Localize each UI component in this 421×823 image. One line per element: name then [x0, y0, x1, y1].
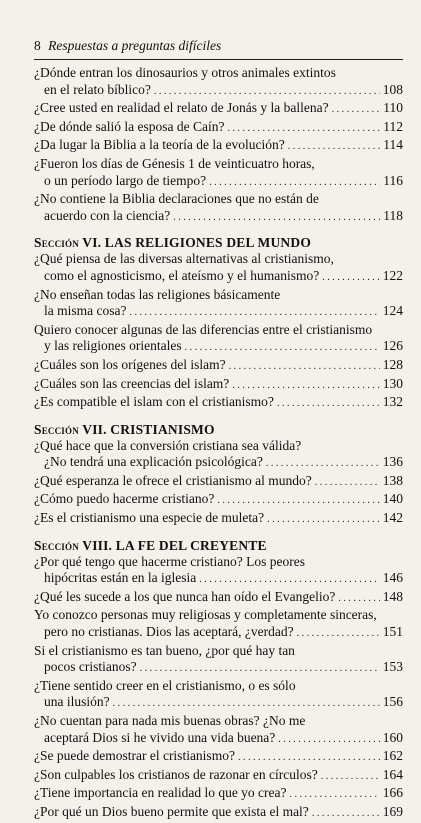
dot-leader — [288, 137, 380, 156]
entry-question-text: ¿De dónde salió la esposa de Caín? — [34, 118, 225, 134]
entry-page-number: 108 — [382, 81, 403, 97]
section-title: Sección VII. CRISTIANISMO — [34, 421, 215, 437]
dot-leader — [185, 338, 380, 357]
entry-page-number: 146 — [382, 570, 403, 586]
toc-entry — [34, 589, 403, 608]
entry-line — [34, 643, 403, 660]
entry-line — [34, 491, 403, 510]
table-of-contents — [34, 65, 403, 823]
toc-entry — [34, 251, 403, 286]
dot-leader — [338, 589, 379, 608]
dot-leader — [277, 394, 380, 413]
entry-question-text: ¿Es el cristianismo una especie de muleta? — [34, 510, 265, 526]
book-title: Respuestas a preguntas difíciles — [48, 38, 222, 53]
dot-leader — [266, 454, 380, 473]
toc-entry — [34, 322, 403, 357]
dot-leader — [227, 119, 380, 138]
entry-question-text: ¿Qué les sucede a los que nunca han oído el Evangelio? — [34, 588, 336, 604]
dot-leader — [278, 730, 379, 749]
entry-question-text: ¿Por qué un Dios bueno permite que exista el mal? — [34, 803, 309, 819]
entry-page-number: 128 — [382, 356, 403, 372]
toc-entry — [34, 473, 403, 492]
entry-page-number: 162 — [382, 748, 403, 764]
entry-question-text: Si el cristianismo es tan bueno, ¿por qué hay tan — [34, 642, 295, 658]
entry-page-number: 164 — [382, 766, 403, 782]
entry-page-number: 140 — [382, 491, 403, 507]
dot-leader — [312, 804, 380, 823]
dot-leader — [332, 100, 380, 119]
entry-page-number: 126 — [382, 338, 403, 354]
entry-page-number: 110 — [383, 100, 403, 116]
entry-line — [34, 156, 403, 173]
entry-question-text: ¿Son culpables los cristianos de razonar en círculos? — [34, 766, 318, 782]
entry-question-text: ¿Tiene importancia en realidad lo que yo crea? — [34, 785, 287, 801]
toc-entry — [34, 100, 403, 119]
dot-leader — [267, 510, 380, 529]
toc-section — [34, 422, 403, 529]
entry-question-text: y las religiones orientales — [44, 338, 182, 354]
entry-line — [34, 473, 403, 492]
entry-line — [34, 785, 403, 804]
entry-line — [34, 748, 403, 767]
toc-entry — [34, 713, 403, 748]
entry-page-number: 148 — [382, 588, 403, 604]
entry-question-text: ¿No enseñan todas las religiones básicamente — [34, 286, 281, 302]
entry-question-text: ¿Tiene sentido creer en el cristianismo, o es sólo — [34, 677, 296, 693]
toc-entry — [34, 119, 403, 138]
section-title: Sección VIII. LA FE DEL CREYENTE — [34, 537, 267, 553]
entry-question-text: ¿Por qué tengo que hacerme cristiano? Los peores — [34, 553, 306, 569]
entry-page-number: 136 — [382, 454, 403, 470]
entry-page-number: 116 — [383, 172, 403, 188]
entry-line — [34, 100, 403, 119]
entry-line — [34, 804, 403, 823]
entry-line — [34, 268, 403, 287]
dot-leader — [229, 357, 380, 376]
toc-entry — [34, 376, 403, 395]
entry-question-text: o un período largo de tiempo? — [44, 172, 207, 188]
entry-line — [34, 713, 403, 730]
dot-leader — [238, 748, 380, 767]
toc-entry — [34, 607, 403, 642]
toc-entry — [34, 357, 403, 376]
entry-question-text: como el agnosticismo, el ateísmo y el humanismo? — [44, 267, 320, 283]
entry-question-text: ¿Cuáles son las creencias del islam? — [34, 375, 230, 391]
entry-page-number: 156 — [382, 694, 403, 710]
entry-question-text: ¿Fueron los días de Génesis 1 de veinticuatro horas, — [34, 155, 315, 171]
entry-line — [34, 678, 403, 695]
toc-section — [34, 538, 403, 823]
entry-page-number: 153 — [382, 659, 403, 675]
entry-question-text: ¿No cuentan para nada mis buenas obras? ¿No me — [34, 713, 306, 728]
toc-entry — [34, 287, 403, 322]
entry-question-text: ¿No contiene la Biblia declaraciones que no están de — [34, 191, 319, 207]
toc-entry — [34, 785, 403, 804]
section-title: Sección VI. LAS RELIGIONES DEL MUNDO — [34, 235, 312, 251]
entry-line — [34, 694, 403, 713]
entry-page-number: 169 — [382, 803, 403, 819]
entry-line — [34, 454, 403, 473]
toc-entry — [34, 191, 403, 226]
entry-page-number: 124 — [382, 303, 403, 319]
dot-leader — [322, 268, 380, 287]
entry-question-text: una ilusión? — [44, 694, 110, 710]
toc-section — [34, 235, 403, 412]
header-rule — [34, 59, 403, 60]
toc-entry — [34, 554, 403, 589]
entry-question-text: ¿Es compatible el islam con el cristianismo? — [34, 394, 274, 410]
toc-entry — [34, 510, 403, 529]
page-number: 8 — [34, 38, 41, 53]
entry-question-text: Yo conozco personas muy religiosas y completamente sinceras, — [34, 607, 377, 623]
entry-question-text: ¿No tendrá una explicación psicológica? — [44, 454, 263, 470]
dot-leader — [217, 491, 379, 510]
entry-line — [34, 438, 403, 455]
toc-entry — [34, 156, 403, 191]
entry-page-number: 130 — [382, 375, 403, 391]
toc-section — [34, 65, 403, 226]
entry-line — [34, 191, 403, 208]
dot-leader — [199, 570, 380, 589]
entry-question-text: ¿Se puede demostrar el cristianismo? — [34, 748, 235, 764]
dot-leader — [209, 173, 380, 192]
entry-page-number: 112 — [383, 118, 403, 134]
entry-line — [34, 173, 403, 192]
dot-leader — [113, 694, 380, 713]
entry-line — [34, 287, 403, 304]
entry-line — [34, 119, 403, 138]
entry-page-number: 160 — [382, 729, 403, 745]
entry-question-text: ¿Qué esperanza le ofrece el cristianismo al mundo? — [34, 472, 312, 488]
toc-entry — [34, 394, 403, 413]
entry-question-text: ¿Dónde entran los dinosaurios y otros animales extintos — [34, 65, 336, 80]
dot-leader — [321, 767, 380, 786]
toc-entry — [34, 65, 403, 100]
dot-leader — [140, 659, 380, 678]
entry-question-text: acuerdo con la ciencia? — [44, 207, 171, 223]
entry-line — [34, 137, 403, 156]
entry-page-number: 166 — [382, 785, 403, 801]
entry-line — [34, 589, 403, 608]
entry-line — [34, 510, 403, 529]
entry-question-text: ¿Da lugar la Biblia a la teoría de la evolución? — [34, 137, 285, 153]
toc-entry — [34, 491, 403, 510]
entry-line — [34, 208, 403, 227]
toc-entry — [34, 137, 403, 156]
entry-question-text: hipócritas están en la iglesia — [44, 570, 197, 586]
entry-line — [34, 730, 403, 749]
entry-page-number: 151 — [382, 624, 403, 640]
entry-line — [34, 394, 403, 413]
dot-leader — [129, 303, 379, 322]
toc-entry — [34, 748, 403, 767]
entry-question-text: ¿Qué hace que la conversión cristiana sea válida? — [34, 437, 302, 453]
entry-page-number: 118 — [383, 207, 403, 223]
toc-entry — [34, 767, 403, 786]
entry-question-text: ¿Cómo puedo hacerme cristiano? — [34, 491, 215, 507]
entry-line — [34, 767, 403, 786]
toc-entry — [34, 438, 403, 473]
entry-question-text: en el relato bíblico? — [44, 81, 151, 97]
dot-leader — [154, 82, 380, 101]
toc-entry — [34, 804, 403, 823]
dot-leader — [290, 785, 380, 804]
entry-line — [34, 65, 403, 82]
entry-line — [34, 624, 403, 643]
entry-line — [34, 607, 403, 624]
entry-line — [34, 554, 403, 571]
toc-entry — [34, 678, 403, 713]
entry-line — [34, 357, 403, 376]
entry-question-text: ¿Cree usted en realidad el relato de Jonás y la ballena? — [34, 100, 329, 116]
entry-page-number: 114 — [383, 137, 403, 153]
toc-entry — [34, 643, 403, 678]
running-head — [34, 38, 403, 54]
entry-question-text: aceptará Dios si he vivido una vida buena? — [44, 729, 276, 745]
entry-line — [34, 376, 403, 395]
entry-page-number: 138 — [382, 472, 403, 488]
entry-line — [34, 251, 403, 268]
entry-question-text: ¿Cuáles son los orígenes del islam? — [34, 356, 226, 372]
entry-question-text: pocos cristianos? — [44, 659, 137, 675]
dot-leader — [315, 473, 380, 492]
entry-question-text: la misma cosa? — [44, 303, 127, 319]
entry-question-text: Quiero conocer algunas de las diferencias entre el cristianismo — [34, 321, 373, 337]
entry-line — [34, 570, 403, 589]
dot-leader — [173, 208, 380, 227]
entry-line — [34, 303, 403, 322]
entry-question-text: ¿Qué piensa de las diversas alternativas al cristianismo, — [34, 251, 334, 267]
entry-line — [34, 659, 403, 678]
entry-line — [34, 322, 403, 339]
entry-line — [34, 338, 403, 357]
dot-leader — [232, 376, 379, 395]
dot-leader — [297, 624, 380, 643]
entry-page-number: 122 — [382, 267, 403, 283]
entry-page-number: 142 — [382, 510, 403, 526]
entry-line — [34, 82, 403, 101]
entry-page-number: 132 — [382, 394, 403, 410]
entry-question-text: pero no cristianas. Dios las aceptará, ¿verdad? — [44, 624, 294, 640]
